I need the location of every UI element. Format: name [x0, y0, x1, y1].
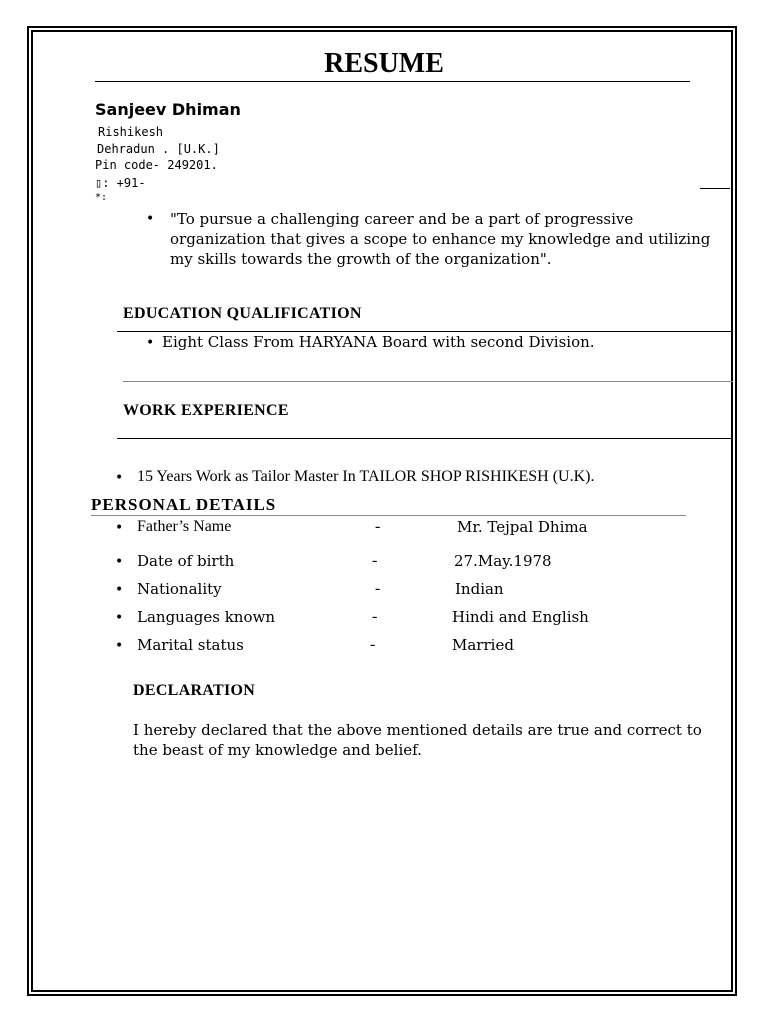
detail-value-marital: Married	[452, 636, 514, 654]
detail-label-nationality: Nationality	[137, 580, 222, 598]
work-heading: WORK EXPERIENCE	[123, 402, 289, 419]
detail-bullet: •	[115, 582, 124, 598]
work-bullet: •	[115, 470, 124, 486]
detail-bullet: •	[115, 638, 124, 654]
declaration-heading: DECLARATION	[133, 682, 256, 699]
personal-heading: PERSONAL DETAILS	[91, 495, 277, 514]
education-bottom-rule	[123, 381, 733, 382]
declaration-text: I hereby declared that the above mentioned details are true and correct to the beast of my knowledge and belief.	[133, 721, 702, 759]
address-pin: Pin code- 249201.	[95, 158, 218, 172]
detail-label-languages: Languages known	[137, 608, 275, 626]
resume-title: RESUME	[324, 48, 444, 79]
detail-sep: -	[372, 608, 378, 625]
work-item: 15 Years Work as Tailor Master In TAILOR SHOP RISHIKESH (U.K).	[137, 468, 595, 485]
career-objective: "To pursue a challenging career and be a part of progressive organization that gives a scope to enhance my knowledge and utilizing my skills towards the growth of the organization".	[170, 210, 711, 268]
work-rule	[117, 438, 733, 439]
address-city: Rishikesh	[98, 125, 164, 139]
detail-sep: -	[375, 518, 381, 535]
detail-value-languages: Hindi and English	[452, 608, 589, 626]
address-district: Dehradun . [U.K.]	[97, 142, 220, 156]
detail-sep: -	[375, 580, 381, 597]
phone-line: ▯: +91-	[95, 176, 146, 190]
detail-bullet: •	[115, 520, 124, 536]
detail-sep: -	[370, 636, 376, 653]
objective-bullet: •	[146, 211, 155, 227]
detail-value-nationality: Indian	[455, 580, 504, 598]
detail-sep: -	[372, 552, 378, 569]
detail-label-father: Father’s Name	[137, 518, 232, 535]
detail-bullet: •	[115, 610, 124, 626]
detail-label-marital: Marital status	[137, 636, 244, 654]
detail-value-father: Mr. Tejpal Dhima	[457, 518, 588, 536]
detail-bullet: •	[115, 554, 124, 570]
personal-rule	[91, 515, 686, 516]
detail-label-dob: Date of birth	[137, 552, 235, 570]
title-underline	[95, 81, 690, 82]
education-item: Eight Class From HARYANA Board with second Division.	[162, 333, 595, 351]
education-heading: EDUCATION QUALIFICATION	[123, 305, 362, 322]
email-line: *:	[95, 192, 108, 203]
candidate-name: Sanjeev Dhiman	[95, 100, 241, 119]
education-rule	[117, 331, 733, 332]
detail-value-dob: 27.May.1978	[454, 552, 552, 570]
education-bullet: •	[146, 335, 155, 351]
contact-rule	[700, 188, 730, 189]
